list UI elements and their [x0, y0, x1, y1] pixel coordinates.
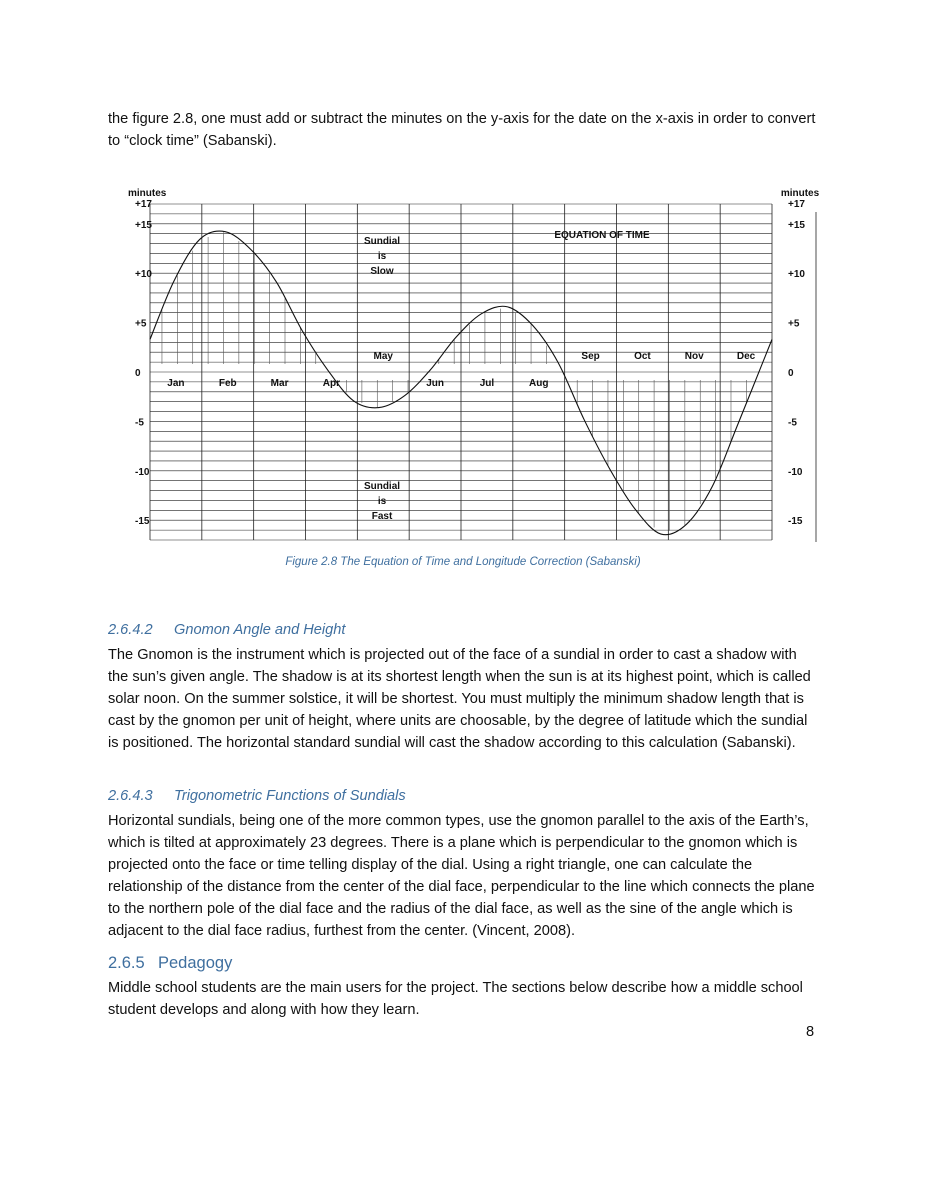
y-tick-label-right: -10 [788, 466, 803, 478]
section-title: Trigonometric Functions of Sundials [174, 788, 406, 804]
y-tick-label-right: +17 [788, 199, 805, 210]
section-heading-2642 [108, 622, 345, 638]
annotation-sundial-slow: Sundial [363, 236, 401, 247]
y-tick-label-right: 0 [788, 368, 794, 379]
paragraph-gnomon: The Gnomon is the instrument which is projected out of the face of a sundial in order to cast a shadow with the sun’s given angle. The shadow is at its shortest length when the sun is at its highest point, which is called solar noon. On the summer solstice, it will be shortest. You must multiply the minimum shadow length that is cast by the gnomon per unit of height, where units are choosable, by the degree of latitude which the sundial is positioned. The horizontal standard sundial will cast the shadow according to this calculation (Sabanski). [108, 647, 811, 751]
month-label: Apr [322, 378, 341, 389]
section-number: 2.6.5 [108, 954, 145, 972]
figure-caption: Figure 2.8 The Equation of Time and Longitude Correction (Sabanski) [285, 556, 641, 568]
annotation-sundial-fast: Fast [371, 511, 393, 522]
section-heading-2643 [108, 788, 406, 804]
month-label: Jun [426, 378, 444, 389]
page-number: 8 [806, 1024, 815, 1040]
section-number: 2.6.4.3 [108, 788, 153, 804]
annotation-sundial-slow: Slow [370, 266, 394, 277]
y-tick-label-left: +17 [135, 199, 152, 210]
paragraph-pedagogy: Middle school students are the main users for the project. The sections below describe how a middle school student develops and along with how they learn. [108, 980, 803, 1018]
month-label: Nov [684, 351, 704, 362]
y-tick-label-left: -15 [135, 516, 150, 528]
month-label: Dec [736, 351, 756, 362]
y-tick-label-right: +5 [788, 318, 800, 330]
y-axis-label-right: minutes [780, 188, 820, 199]
y-tick-label-left: -5 [135, 417, 144, 429]
equation-of-time-chart [110, 182, 820, 548]
chart-title: EQUATION OF TIME [554, 230, 650, 241]
month-label: Jan [167, 378, 185, 389]
intro-paragraph: the figure 2.8, one must add or subtract the minutes on the y-axis for the date on the x-axis in order to convert to “clock time” (Sabanski). [108, 111, 816, 149]
month-label: Jul [479, 378, 495, 389]
y-tick-label-left: +10 [135, 269, 152, 281]
month-label: Feb [218, 378, 237, 389]
annotation-sundial-slow: is [377, 251, 387, 262]
month-label: Mar [270, 378, 289, 389]
y-tick-label-right: -5 [788, 417, 797, 429]
y-tick-label-right: +15 [788, 219, 805, 231]
section-title: Gnomon Angle and Height [174, 622, 346, 638]
y-axis-label-left: minutes [128, 188, 167, 199]
y-tick-label-left: -10 [135, 466, 150, 478]
section-title: Pedagogy [158, 954, 233, 972]
month-label: Oct [634, 351, 651, 362]
section-number: 2.6.4.2 [108, 622, 153, 638]
month-label: May [373, 351, 393, 362]
y-tick-label-right: +10 [788, 269, 805, 281]
annotation-sundial-fast: Sundial [363, 481, 401, 492]
section-heading-265 [108, 954, 232, 973]
annotation-sundial-fast: is [377, 496, 387, 507]
month-label: Aug [529, 378, 549, 389]
y-tick-label-left: +15 [135, 219, 152, 231]
y-tick-label-left: 0 [135, 368, 141, 379]
y-tick-label-left: +5 [135, 318, 147, 330]
paragraph-trig: Horizontal sundials, being one of the more common types, use the gnomon parallel to the axis of the Earth’s, which is tilted at approximately 23 degrees. There is a plane which is perpendicular to the gnomon which is projected onto the face or time telling display of the dial. Using a right triangle, one can calculate the relationship of the distance from the center of the dial face, perpendicular to the line which connects the plane to the northern pole of the dial face and the radius of the dial face, as well as the sine of the angle which is adjacent to the dial face radius, furthest from the center. (Vincent, 2008). [108, 813, 815, 939]
y-tick-label-right: -15 [788, 516, 803, 528]
month-label: Sep [581, 351, 600, 362]
